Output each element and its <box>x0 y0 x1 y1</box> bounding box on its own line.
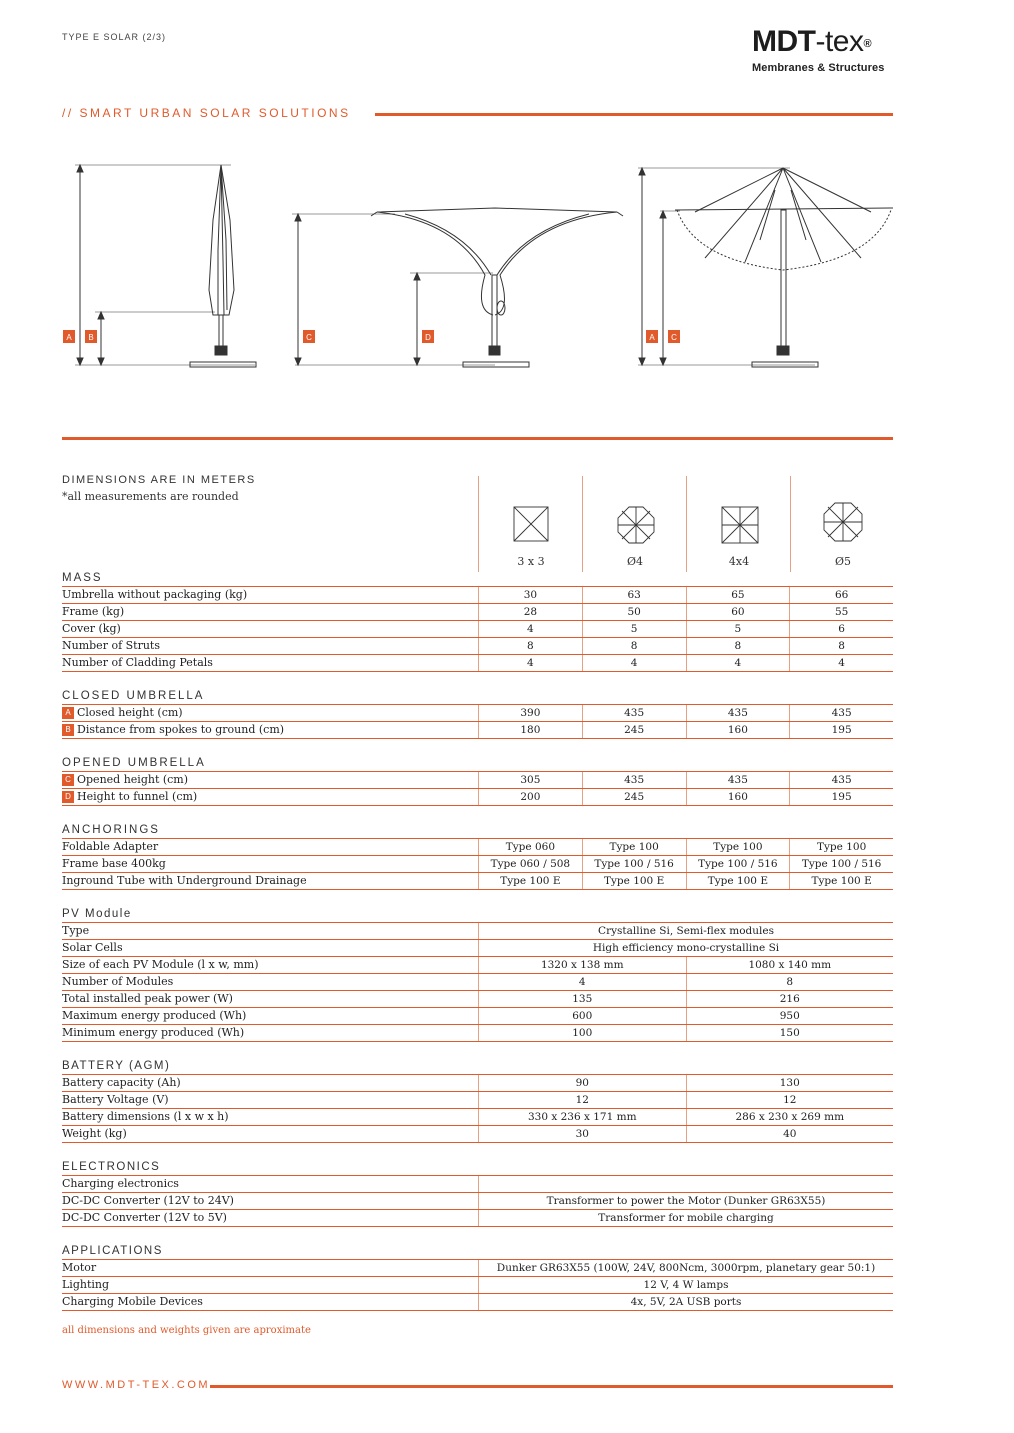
table-row: Charging Mobile Devices 4x, 5V, 2A USB ports <box>62 1294 893 1311</box>
table-row: Battery dimensions (l x w x h) 330 x 236 x 171 mm 286 x 230 x 269 mm <box>62 1109 893 1126</box>
document-type: TYPE E SOLAR (2/3) <box>62 32 167 42</box>
table-row: Total installed peak power (W) 135 216 <box>62 991 893 1008</box>
size-column-d4 <box>582 476 687 572</box>
section-title-mass: MASS <box>62 571 893 587</box>
section-title-closed: CLOSED UMBRELLA <box>62 689 893 705</box>
table-row: Umbrella without packaging (kg) 30 63 65 66 <box>62 587 893 604</box>
svg-text:C: C <box>671 333 677 342</box>
logo-wordmark: MDT-tex® <box>752 25 872 58</box>
size-column-3x3 <box>478 476 583 572</box>
section-title-pv: PV Module <box>62 907 893 923</box>
dimensions-note: *all measurements are rounded <box>62 490 239 503</box>
svg-text:B: B <box>88 333 94 342</box>
table-row: D Height to funnel (cm) 200 245 160 195 <box>62 789 893 806</box>
table-row: Lighting 12 V, 4 W lamps <box>62 1277 893 1294</box>
section-title-applications: APPLICATIONS <box>62 1244 893 1260</box>
tagline: // SMART URBAN SOLAR SOLUTIONS <box>62 106 351 120</box>
website-link[interactable]: WWW.MDT-TEX.COM <box>62 1379 211 1391</box>
size-label: Ø5 <box>834 555 852 568</box>
footer-rule <box>210 1385 893 1388</box>
opened-umbrella-drawing <box>292 208 623 367</box>
table-row: A Closed height (cm) 390 435 435 435 <box>62 705 893 722</box>
square-icon <box>513 506 549 542</box>
dimensions-title: DIMENSIONS ARE IN METERS <box>62 474 256 486</box>
closed-umbrella-drawing <box>75 165 256 367</box>
table-row: Frame base 400kg Type 060 / 508 Type 100 / 516 Type 100 / 516 Type 100 / 516 <box>62 856 893 873</box>
brand-logo <box>752 26 884 74</box>
octagon-icon <box>823 502 863 542</box>
svg-text:C: C <box>306 333 312 342</box>
table-row: Number of Modules 4 8 <box>62 974 893 991</box>
table-row: Maximum energy produced (Wh) 600 950 <box>62 1008 893 1025</box>
table-row: Charging electronics <box>62 1176 893 1193</box>
label-box-c <box>303 330 315 343</box>
size-label: Ø4 <box>626 555 644 568</box>
label-box-d <box>422 330 434 343</box>
table-row: Foldable Adapter Type 060 Type 100 Type 100 Type 100 <box>62 839 893 856</box>
umbrella-drawings <box>55 150 905 380</box>
table-row: Cover (kg) 4 5 5 6 <box>62 621 893 638</box>
table-row: Number of Cladding Petals 4 4 4 4 <box>62 655 893 672</box>
footnote: all dimensions and weights given are aproximate <box>62 1325 311 1336</box>
table-row: B Distance from spokes to ground (cm) 180 245 160 195 <box>62 722 893 739</box>
table-row: Number of Struts 8 8 8 8 <box>62 638 893 655</box>
label-tag-b: B <box>62 724 74 736</box>
size-label: 3 x 3 <box>517 555 545 568</box>
size-columns <box>478 476 894 572</box>
spec-tables <box>62 571 893 1311</box>
octagon-icon <box>617 506 655 544</box>
table-row: Inground Tube with Underground Drainage Type 100 E Type 100 E Type 100 E Type 100 E <box>62 873 893 890</box>
svg-text:A: A <box>66 333 72 342</box>
section-title-opened: OPENED UMBRELLA <box>62 756 893 772</box>
section-title-electronics: ELECTRONICS <box>62 1160 893 1176</box>
label-box-a-2 <box>646 330 658 343</box>
size-label: 4x4 <box>728 555 750 568</box>
table-row: Solar Cells High efficiency mono-crystalline Si <box>62 940 893 957</box>
table-row: Type Crystalline Si, Semi-flex modules <box>62 923 893 940</box>
table-row: Weight (kg) 30 40 <box>62 1126 893 1143</box>
size-column-d5 <box>790 476 895 572</box>
section-title-battery: BATTERY (AGM) <box>62 1059 893 1075</box>
section-title-anchorings: ANCHORINGS <box>62 823 893 839</box>
label-tag-d: D <box>62 791 74 803</box>
table-row: Battery Voltage (V) 12 12 <box>62 1092 893 1109</box>
label-box-c-2 <box>668 330 680 343</box>
svg-text:A: A <box>649 333 655 342</box>
table-row: Frame (kg) 28 50 60 55 <box>62 604 893 621</box>
section-rule <box>62 437 893 440</box>
header-rule <box>375 113 893 116</box>
table-row: C Opened height (cm) 305 435 435 435 <box>62 772 893 789</box>
label-tag-c: C <box>62 774 74 786</box>
size-column-4x4 <box>686 476 791 572</box>
table-row: DC-DC Converter (12V to 5V) Transformer for mobile charging <box>62 1210 893 1227</box>
label-box-a <box>63 330 75 343</box>
label-box-b <box>85 330 97 343</box>
table-row: Size of each PV Module (l x w, mm) 1320 x 138 mm 1080 x 140 mm <box>62 957 893 974</box>
table-row: DC-DC Converter (12V to 24V) Transformer to power the Motor (Dunker GR63X55) <box>62 1193 893 1210</box>
logo-subtitle: Membranes & Structures <box>752 62 885 74</box>
table-row: Battery capacity (Ah) 90 130 <box>62 1075 893 1092</box>
table-row: Motor Dunker GR63X55 (100W, 24V, 800Ncm, 3000rpm, planetary gear 50:1) <box>62 1260 893 1277</box>
table-row: Minimum energy produced (Wh) 100 150 <box>62 1025 893 1042</box>
label-tag-a: A <box>62 707 74 719</box>
square-icon <box>721 506 759 544</box>
svg-text:D: D <box>425 333 431 342</box>
